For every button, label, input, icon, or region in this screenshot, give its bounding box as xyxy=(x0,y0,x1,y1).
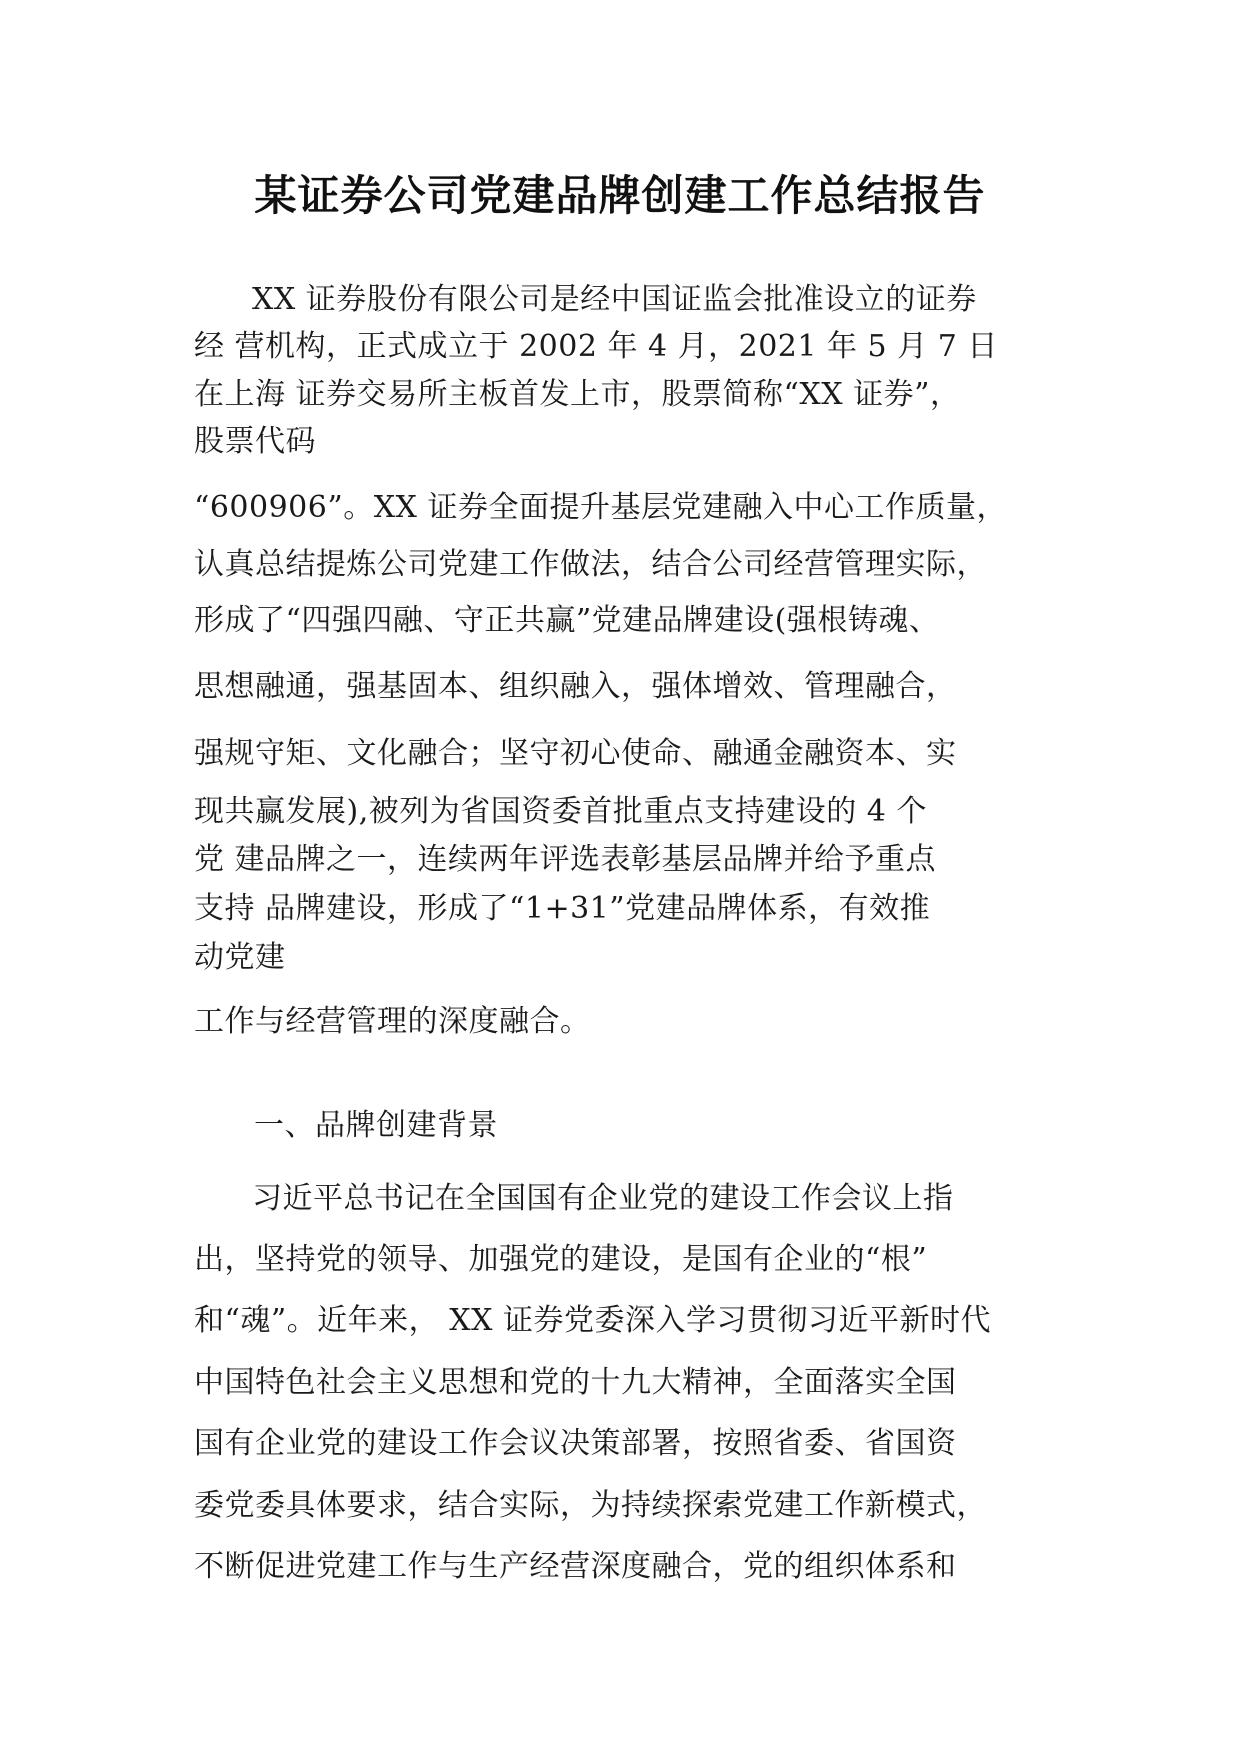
intro-line: 工作与经营管理的深度融合。 xyxy=(194,1004,591,1039)
intro-line: 经 营机构，正式成立于 2002 年 4 月，2021 年 5 月 7 日 xyxy=(194,329,998,364)
intro-line: 思想融通，强基固本、组织融入，强体增效、管理融合， xyxy=(194,669,957,704)
intro-line: 动党建 xyxy=(194,940,286,975)
intro-line: 股票代码 xyxy=(194,424,316,459)
section-line: 出，坚持党的领导、加强党的建设，是国有企业的“根” xyxy=(194,1242,928,1277)
section-line: 不断促进党建工作与生产经营深度融合，党的组织体系和 xyxy=(194,1549,957,1584)
intro-line: 支持 品牌建设，形成了“1+31”党建品牌体系，有效推 xyxy=(194,891,931,926)
intro-line: 现共赢发展),被列为省国资委首批重点支持建设的 4 个 xyxy=(194,794,927,829)
intro-line: 形成了“四强四融、守正共赢”党建品牌建设(强根铸魂、 xyxy=(194,603,940,638)
intro-line: XX 证券股份有限公司是经中国证监会批准设立的证券 xyxy=(252,282,977,317)
section-line: 习近平总书记在全国国有企业党的建设工作会议上指 xyxy=(252,1181,954,1216)
section-heading: 一、品牌创建背景 xyxy=(254,1108,498,1143)
intro-line: 强规守矩、文化融合；坚守初心使命、融通金融资本、实 xyxy=(194,736,957,771)
intro-line: “600906”。XX 证券全面提升基层党建融入中心工作质量， xyxy=(194,490,1007,525)
intro-line: 党 建品牌之一，连续两年评选表彰基层品牌并给予重点 xyxy=(194,842,937,877)
section-line: 和“魂”。近年来， XX 证券党委深入学习贯彻习近平新时代 xyxy=(194,1303,991,1338)
section-line: 国有企业党的建设工作会议决策部署，按照省委、省国资 xyxy=(194,1426,957,1461)
document-title: 某证券公司党建品牌创建工作总结报告 xyxy=(254,171,986,220)
section-line: 中国特色社会主义思想和党的十九大精神，全面落实全国 xyxy=(194,1365,957,1400)
intro-line: 在上海 证券交易所主板首发上市，股票简称“XX 证券”， xyxy=(194,377,961,412)
intro-line: 认真总结提炼公司党建工作做法，结合公司经营管理实际， xyxy=(194,547,987,582)
section-line: 委党委具体要求，结合实际，为持续探索党建工作新模式， xyxy=(194,1488,987,1523)
